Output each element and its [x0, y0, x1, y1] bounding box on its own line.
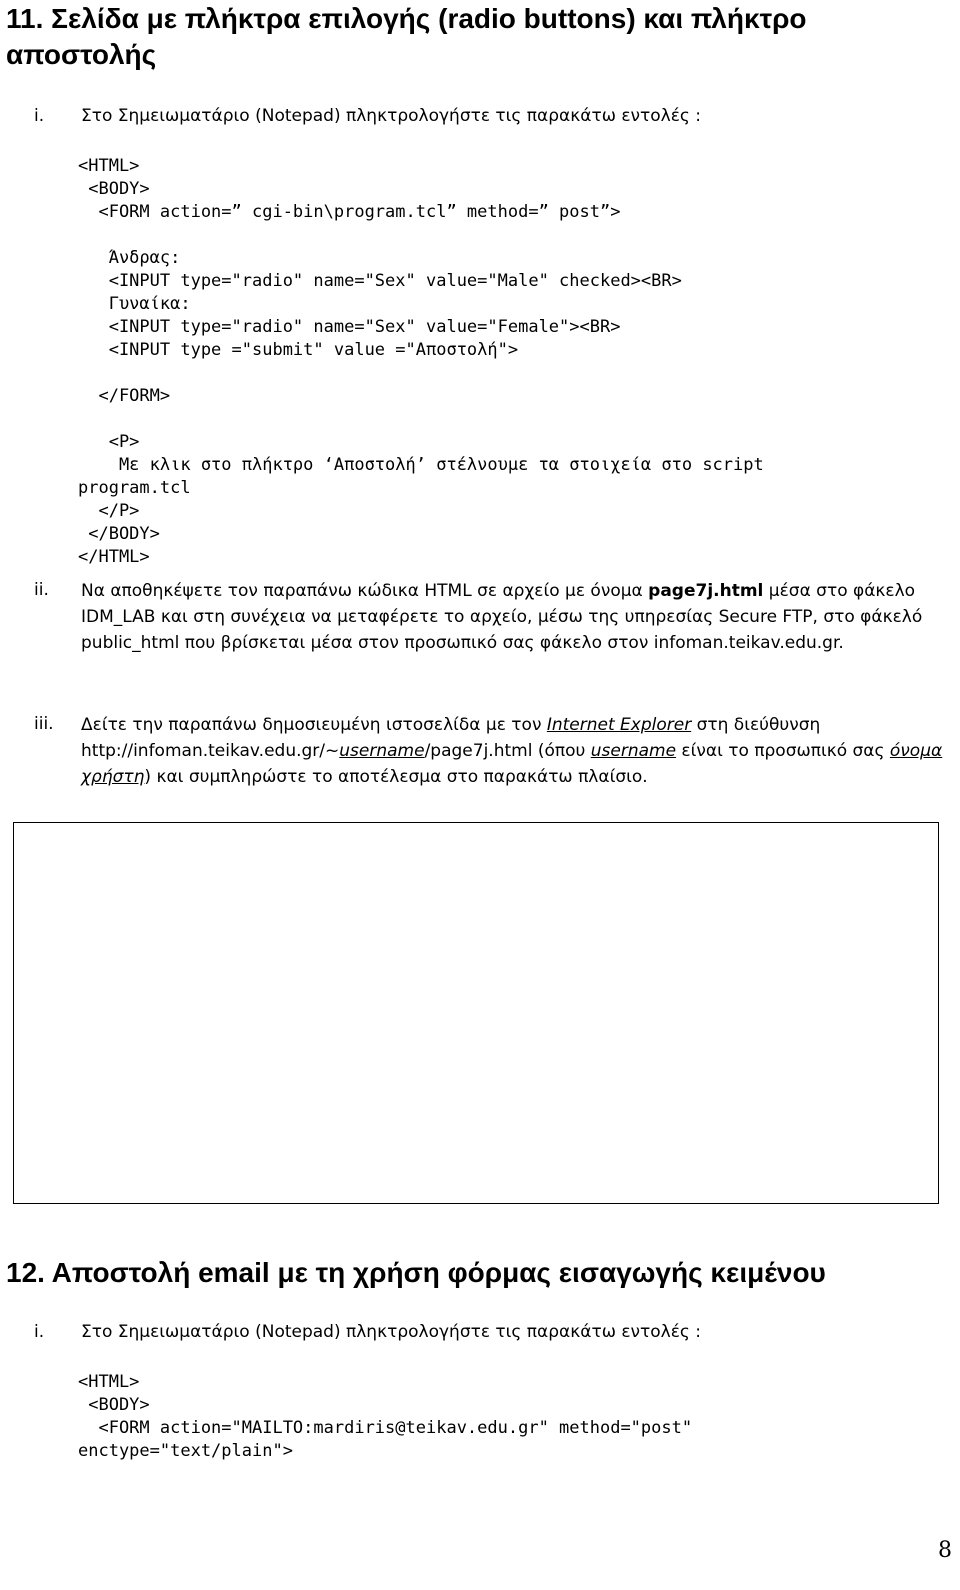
- code-line: <INPUT type="radio" name="Sex" value="Female"><BR>: [78, 317, 621, 337]
- step-11-1-text: Στο Σημειωματάριο (Notepad) πληκτρολογήστε τις παρακάτω εντολές :: [81, 106, 702, 126]
- code-line: <BODY>: [78, 179, 150, 199]
- step-11-3-c: /page7j.html (όπου: [424, 741, 591, 761]
- code-line: Άνδρας:: [78, 248, 181, 268]
- step-11-2-text: [81, 578, 951, 656]
- code-line: <HTML>: [78, 156, 140, 176]
- step-11-1-number: i.: [34, 106, 45, 126]
- section-11-title-line1: 11. Σελίδα με πλήκτρα επιλογής (radio buttons) και πλήκτρο: [6, 3, 807, 34]
- code-line: </FORM>: [78, 386, 171, 406]
- page-number: 8: [938, 1538, 952, 1563]
- code-line: <HTML>: [78, 1372, 140, 1392]
- step-11-3-text: [81, 712, 951, 790]
- code-line: <INPUT type="radio" name="Sex" value="Male" checked><BR>: [78, 271, 682, 291]
- step-11-3-a: Δείτε την παραπάνω δημοσιευμένη ιστοσελίδα με τον: [81, 715, 547, 735]
- code-line: <FORM action=” cgi-bin\program.tcl” method=” post”>: [78, 202, 621, 222]
- section-11-title-line2: αποστολής: [6, 39, 157, 70]
- code-block-12: [78, 1371, 692, 1463]
- code-line: <P>: [78, 432, 140, 452]
- internet-explorer: Internet Explorer: [546, 715, 692, 735]
- code-line: Γυναίκα:: [78, 294, 191, 314]
- code-block-11: [78, 155, 764, 569]
- step-11-3-d: είναι το προσωπικό σας: [676, 741, 890, 761]
- code-line: </HTML>: [78, 547, 150, 567]
- code-line: </P>: [78, 501, 140, 521]
- step-11-3-b: στη διεύθυνση http://infoman.teikav.edu.gr/~: [81, 715, 821, 761]
- filename: page7j.html: [648, 581, 764, 601]
- step-11-2-number: ii.: [34, 580, 49, 600]
- step-12-1-text: Στο Σημειωματάριο (Notepad) πληκτρολογήστε τις παρακάτω εντολές :: [81, 1322, 702, 1342]
- step-11-3-number: iii.: [34, 714, 54, 734]
- code-line: enctype="text/plain">: [78, 1441, 293, 1461]
- code-line: program.tcl: [78, 478, 191, 498]
- answer-box[interactable]: [13, 822, 939, 1204]
- user-name: όνομα χρήστη: [81, 741, 943, 787]
- code-line: <BODY>: [78, 1395, 150, 1415]
- code-line: Με κλικ στο πλήκτρο ‘Αποστολή’ στέλνουμε τα στοιχεία στο script: [78, 455, 764, 475]
- section-12-title: 12. Αποστολή email με τη χρήση φόρμας εισαγωγής κειμένου: [6, 1257, 826, 1288]
- step-11-3-e: ) και συμπληρώστε το αποτέλεσμα στο παρακάτω πλαίσιο.: [144, 767, 648, 787]
- username-1: username: [339, 741, 425, 761]
- code-line: </BODY>: [78, 524, 160, 544]
- username-2: username: [590, 741, 677, 761]
- step-11-2-pre: Να αποθηκέψετε τον παραπάνω κώδικα HTML σε αρχείο με όνομα: [81, 581, 649, 601]
- step-11-2-post: μέσα στο φάκελο IDM_LAB και στη συνέχεια να μεταφέρετε το αρχείο, μέσω της υπηρεσίας Secure FTP, στο φάκελό public_html που βρίσκεται μέσα στον προσωπικό σας φάκελο στον infoman.teikav.edu.gr.: [81, 581, 923, 653]
- code-line: <INPUT type ="submit" value ="Αποστολή">: [78, 340, 519, 360]
- code-line: <FORM action="MAILTO:mardiris@teikav.edu.gr" method="post": [78, 1418, 693, 1438]
- step-12-1-number: i.: [34, 1322, 45, 1342]
